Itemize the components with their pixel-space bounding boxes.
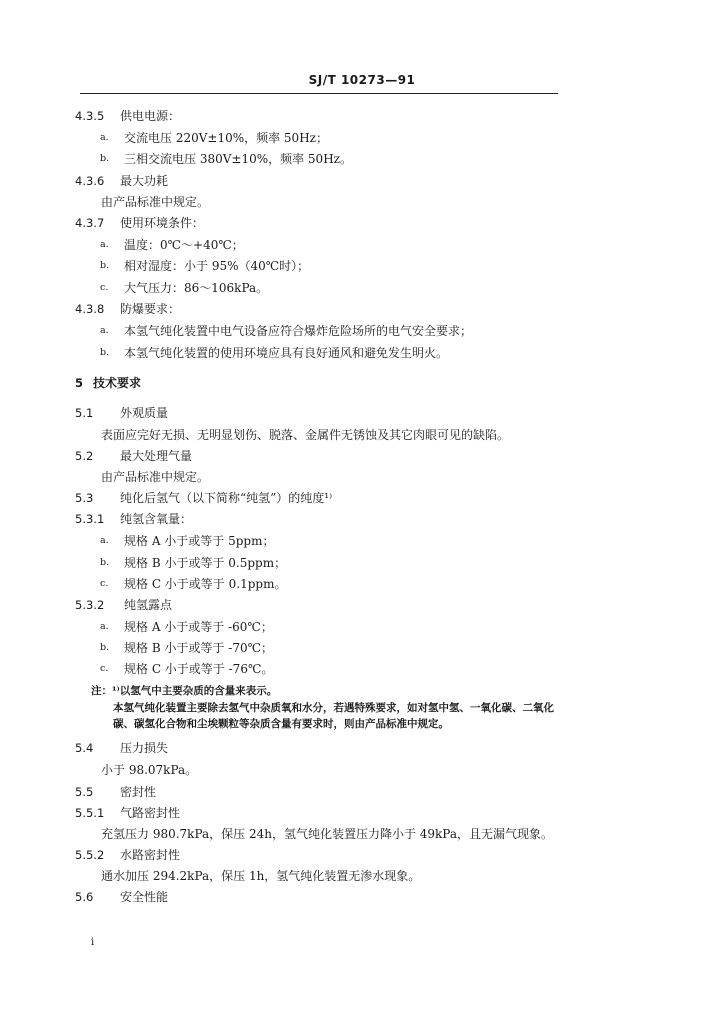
clause-heading: 纯氢含氧量： (120, 512, 193, 526)
standard-code-header: SJ/T 10273—91 (308, 73, 416, 87)
clause-number: 4.3.6 (75, 174, 105, 188)
clause-heading: 气路密封性 (120, 806, 181, 820)
clause-number: 4.3.5 (75, 109, 105, 123)
page-number: i (91, 937, 95, 948)
clause-heading: 防爆要求： (120, 302, 181, 316)
list-item-marker: a. (100, 132, 109, 143)
paragraph-text: 由产品标准中规定。 (101, 470, 210, 484)
clause-number: 5.3 (75, 491, 94, 505)
list-item-marker: b. (100, 260, 110, 271)
list-item-text: 规格 B 小于或等于 -70℃； (124, 641, 274, 655)
clause-number: 5.3.1 (75, 512, 105, 526)
clause-number: 5.4 (75, 741, 94, 755)
clause-number: 5.5 (75, 785, 94, 799)
clause-heading: 使用环境条件： (120, 216, 205, 230)
list-item-text: 三相交流电压 380V±10%，频率 50Hz。 (124, 152, 352, 166)
clause-number: 5.5.1 (75, 806, 105, 820)
clause-heading: 纯化后氢气（以下简称“纯氢”）的纯度¹⁾ (120, 491, 333, 505)
clause-heading: 最大功耗 (120, 174, 169, 188)
clause-number: 4.3.7 (75, 216, 105, 230)
list-item-marker: a. (100, 535, 109, 546)
list-item-marker: b. (100, 347, 110, 358)
clause-number: 5.5.2 (75, 848, 105, 862)
clause-number: 5.3.2 (75, 598, 105, 612)
clause-heading: 最大处理气量 (120, 449, 193, 463)
list-item-marker: a. (100, 325, 109, 336)
list-item-text: 大气压力：86～106kPa。 (124, 281, 269, 295)
list-item-text: 温度：0℃～+40℃； (124, 238, 244, 252)
paragraph-text: 通水加压 294.2kPa，保压 1h，氢气纯化装置无渗水现象。 (101, 869, 421, 883)
header-rule (80, 93, 558, 94)
clause-heading: 纯氢露点 (124, 598, 173, 612)
list-item-text: 相对湿度：小于 95%（40℃时）； (124, 259, 310, 273)
clause-number: 5.2 (75, 449, 94, 463)
clause-number: 4.3.8 (75, 302, 105, 316)
footnote-line-2: 本氢气纯化装置主要除去氢气中杂质氧和水分，若遇特殊要求，如对氢中氢、一氧化碳、二氧化 (113, 702, 554, 714)
paragraph-text: 表面应完好无损、无明显划伤、脱落、金属件无锈蚀及其它肉眼可见的缺陷。 (101, 428, 510, 442)
clause-heading: 外观质量 (120, 406, 169, 420)
list-item-text: 规格 A 小于或等于 -60℃； (124, 620, 273, 634)
list-item-text: 规格 A 小于或等于 5ppm； (124, 534, 275, 548)
list-item-text: 规格 C 小于或等于 -76℃。 (124, 662, 274, 676)
clause-heading: 压力损失 (120, 741, 169, 755)
footnote-line-3: 碳、碳氢化合物和尘埃颗粒等杂质含量有要求时，则由产品标准中规定。 (113, 718, 449, 730)
clause-number: 5.1 (75, 406, 94, 420)
list-item-text: 本氢气纯化装置中电气设备应符合爆炸危险场所的电气安全要求； (124, 324, 473, 338)
footnote-line-1: 注：¹⁾以氢气中主要杂质的含量来表示。 (91, 685, 278, 697)
clause-heading: 安全性能 (120, 890, 169, 904)
list-item-text: 本氢气纯化装置的使用环境应具有良好通风和避免发生明火。 (124, 346, 449, 360)
list-item-text: 交流电压 220V±10%，频率 50Hz； (124, 131, 328, 145)
paragraph-text: 小于 98.07kPa。 (101, 763, 198, 777)
list-item-marker: c. (100, 282, 109, 293)
list-item-marker: b. (100, 642, 110, 653)
list-item-marker: b. (100, 153, 110, 164)
paragraph-text: 充氢压力 980.7kPa，保压 24h，氢气纯化装置压力降小于 49kPa，且无漏气现象。 (101, 827, 553, 841)
clause-number: 5.6 (75, 890, 94, 904)
clause-heading: 供电电源： (120, 109, 181, 123)
list-item-marker: c. (100, 578, 109, 589)
clause-number: 5 (75, 376, 84, 390)
clause-heading: 密封性 (120, 785, 157, 799)
list-item-marker: a. (100, 621, 109, 632)
list-item-marker: a. (100, 239, 109, 250)
paragraph-text: 由产品标准中规定。 (101, 195, 210, 209)
list-item-marker: b. (100, 557, 110, 568)
list-item-marker: c. (100, 663, 109, 674)
list-item-text: 规格 B 小于或等于 0.5ppm； (124, 556, 287, 570)
list-item-text: 规格 C 小于或等于 0.1ppm。 (124, 577, 287, 591)
clause-heading: 水路密封性 (120, 848, 181, 862)
clause-heading: 技术要求 (93, 376, 142, 390)
